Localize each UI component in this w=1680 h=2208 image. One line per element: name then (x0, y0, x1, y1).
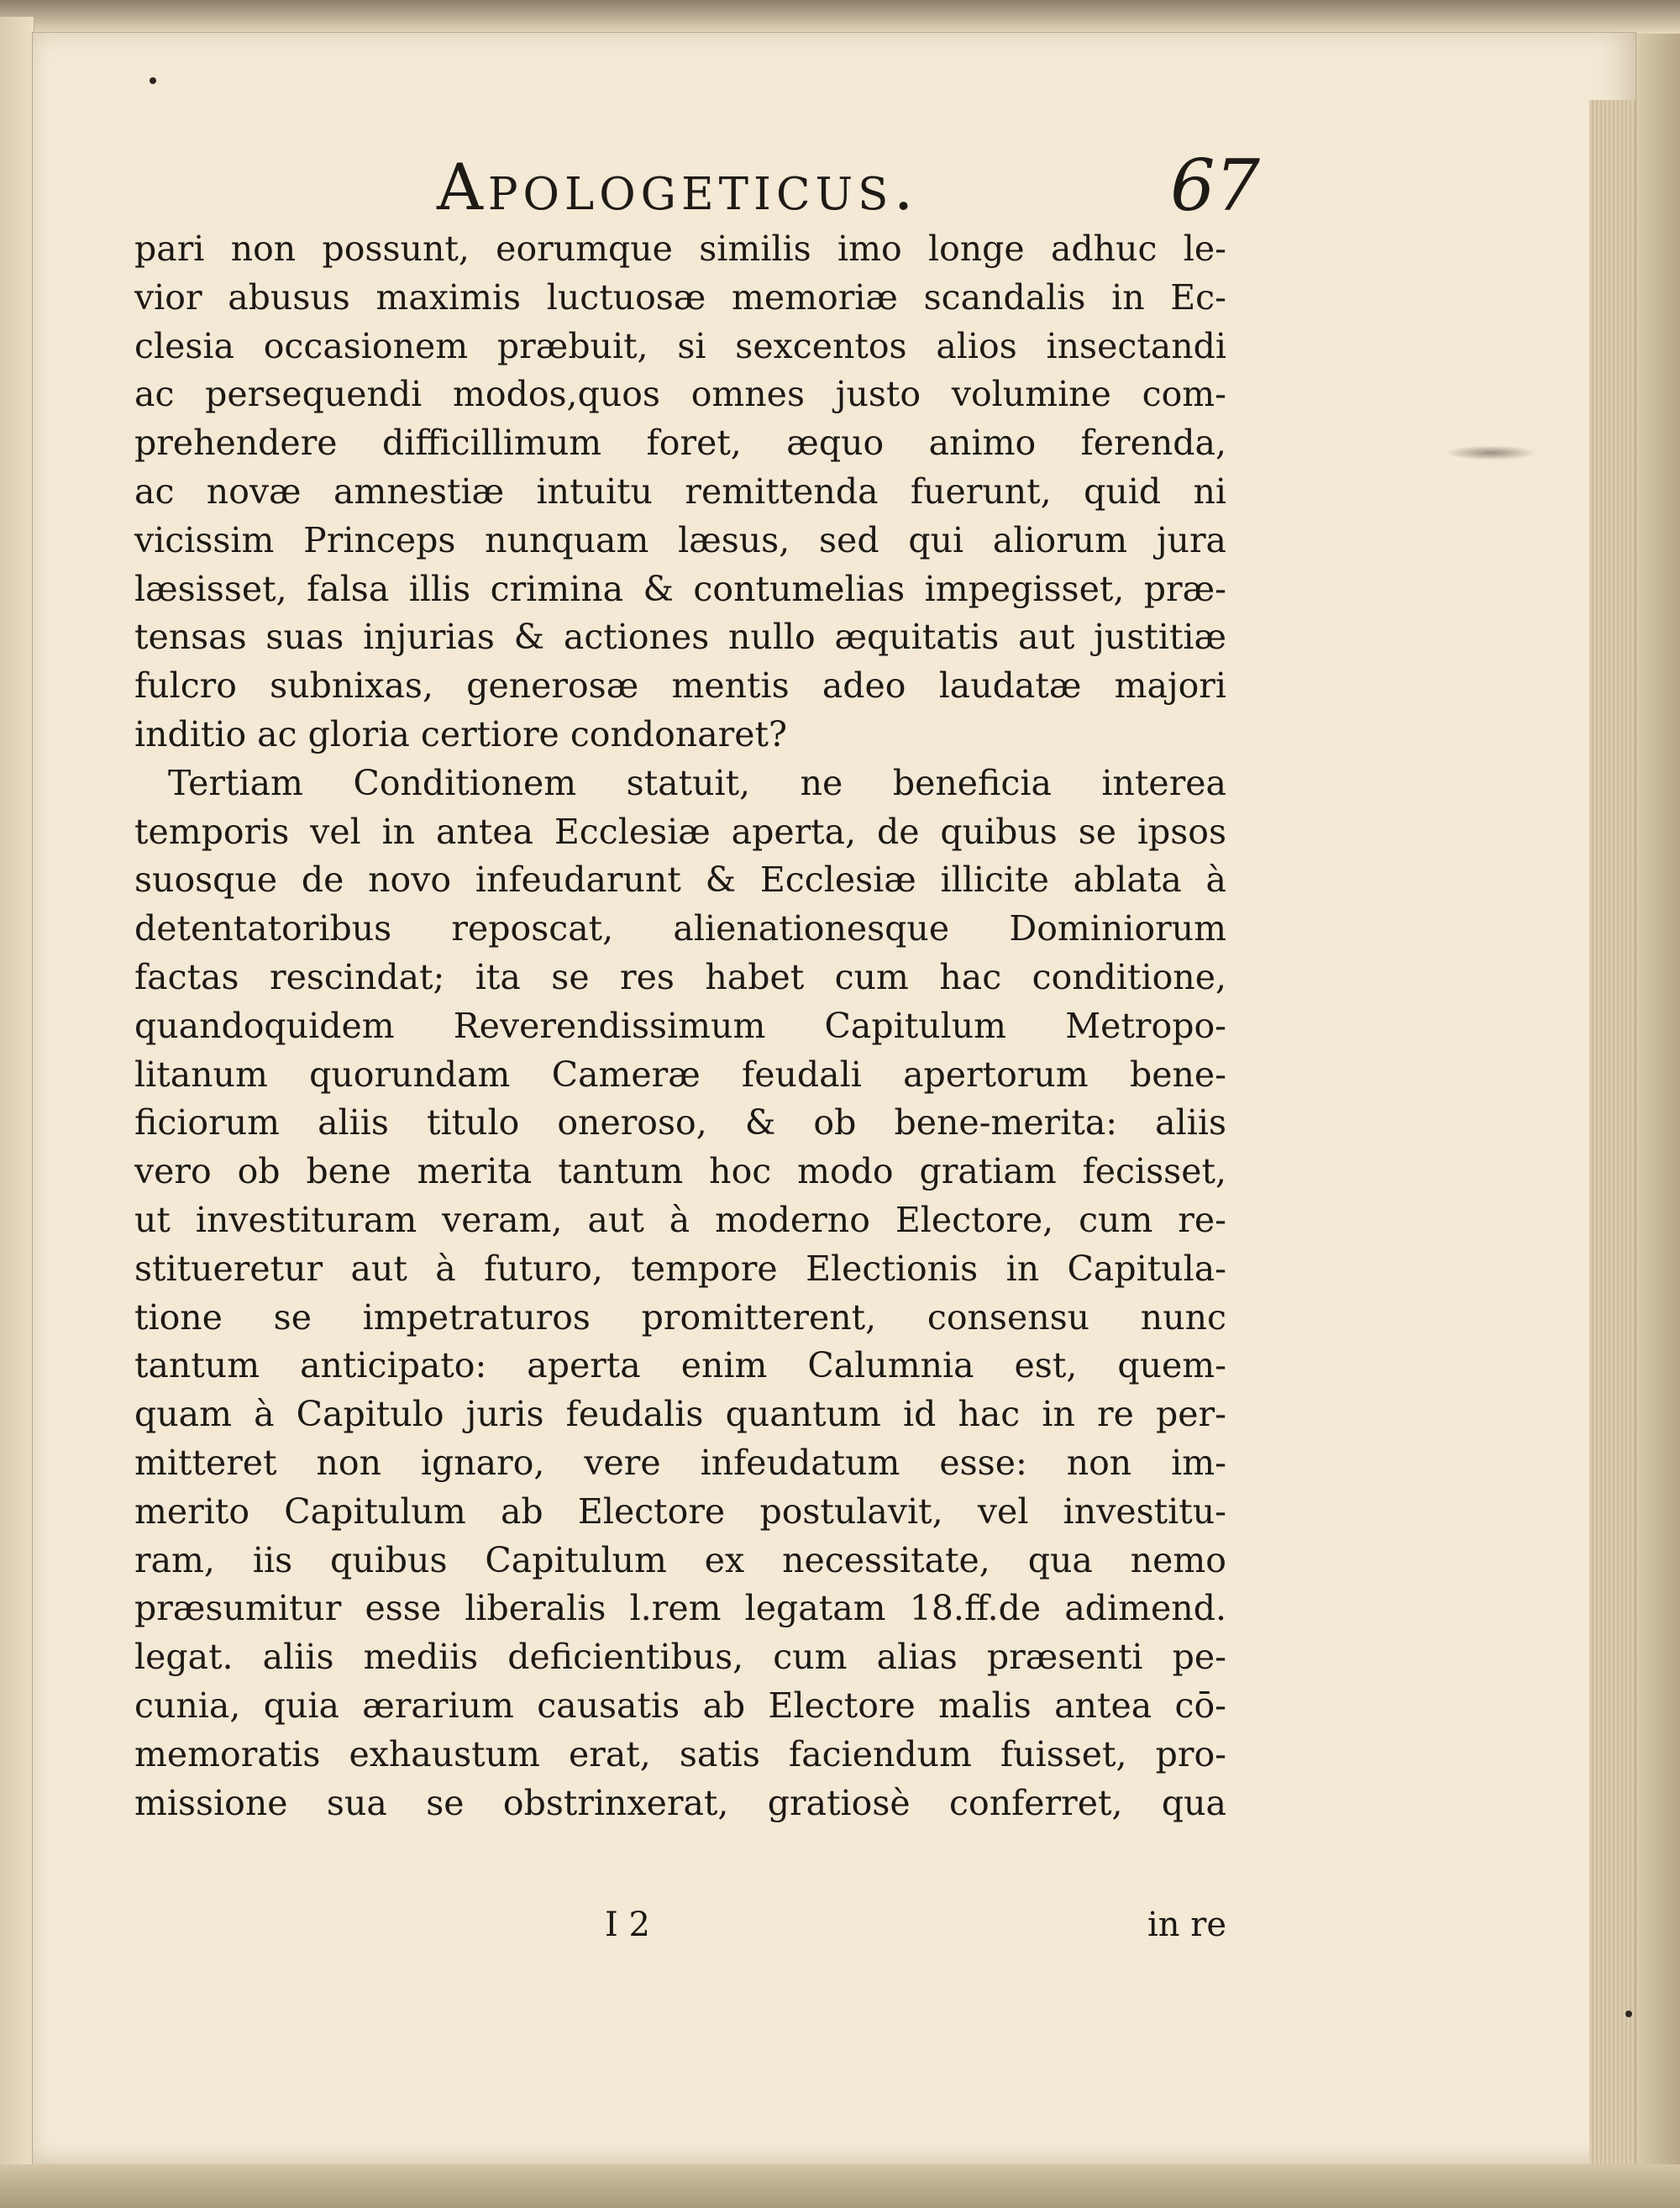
text-line: clesia occasionem præbuit, si sexcentos alios insectandi (134, 325, 1226, 366)
specks (1625, 2011, 1632, 2017)
book-top-edge (0, 0, 1680, 34)
page-footer (134, 1906, 1226, 1956)
text-line: Tertiam Conditionem statuit, ne beneficia interea (168, 762, 1226, 803)
text-line: vicissim Princeps nunquam læsus, sed qui aliorum jura (134, 519, 1226, 560)
text-line: inditio ac gloria certiore condonaret? (134, 713, 787, 754)
text-line: factas rescindat; ita se res habet cum hac conditione, (134, 956, 1226, 997)
facing-page-edge (0, 17, 34, 2168)
body-text (134, 225, 1226, 1827)
text-line: stitueretur aut à futuro, tempore Electionis in Capitula- (134, 1248, 1226, 1289)
book-bottom-edge (0, 2164, 1680, 2208)
text-line: ac persequendi modos,quos omnes justo volumine com- (134, 374, 1226, 415)
text-line: detentatoribus reposcat, alienationesque Dominiorum (134, 908, 1226, 949)
text-line: tione se impetraturos promitterent, consensu nunc (134, 1296, 1226, 1338)
text-line: temporis vel in antea Ecclesiæ aperta, de quibus se ipsos (134, 811, 1226, 852)
ink-smudge (1445, 445, 1537, 460)
text-line: præsumitur esse liberalis l.rem legatam 18.ff.de adimend. (134, 1588, 1226, 1629)
specks (150, 77, 156, 84)
text-line: ficiorum aliis titulo oneroso, & ob bene-merita: aliis (134, 1102, 1226, 1143)
text-line: tensas suas injurias & actiones nullo æquitatis aut justitiæ (134, 617, 1226, 658)
running-title: Apologeticus. (437, 150, 919, 224)
text-line: ac novæ amnestiæ intuitu remittenda fuerunt, quid ni (134, 471, 1226, 512)
page-header (437, 145, 1260, 227)
text-line: legat. aliis mediis deficientibus, cum alias præsenti pe- (134, 1637, 1226, 1678)
text-line: læsisset, falsa illis crimina & contumelias impegisset, præ- (134, 568, 1226, 609)
text-line: quandoquidem Reverendissimum Capitulum Metropo- (134, 1005, 1226, 1046)
page-number: 67 (1170, 145, 1260, 227)
text-line: pari non possunt, eorumque similis imo longe adhuc le- (134, 229, 1226, 269)
text-line: ut investituram veram, aut à moderno Electore, cum re- (134, 1199, 1226, 1240)
text-line: mitteret non ignaro, vere infeudatum esse: non im- (134, 1442, 1226, 1483)
text-line: ram, iis quibus Capitulum ex necessitate, qua nemo (134, 1539, 1226, 1580)
text-line: litanum quorundam Cameræ feudali apertorum bene- (134, 1054, 1226, 1095)
text-line: merito Capitulum ab Electore postulavit, vel investitu- (134, 1490, 1226, 1532)
text-line: vior abusus maximis luctuosæ memoriæ scandalis in Ec- (134, 276, 1226, 318)
text-line: tantum anticipato: aperta enim Calumnia est, quem- (134, 1345, 1226, 1386)
text-line: suosque de novo infeudarunt & Ecclesiæ illicite ablata à (134, 860, 1226, 901)
catchword: in re (1147, 1906, 1226, 1944)
text-line: memoratis exhaustum erat, satis faciendum fuisset, pro- (134, 1733, 1226, 1774)
text-line: vero ob bene merita tantum hoc modo gratiam fecisset, (134, 1151, 1226, 1192)
text-line: cunia, quia ærarium causatis ab Electore malis antea cō- (134, 1685, 1226, 1726)
text-line: fulcro subnixas, generosæ mentis adeo laudatæ majori (134, 665, 1226, 707)
text-line: prehendere difficillimum foret, æquo animo ferenda, (134, 423, 1226, 464)
text-line: quam à Capitulo juris feudalis quantum id hac in re per- (134, 1394, 1226, 1435)
signature-mark: I 2 (605, 1906, 650, 1944)
page-stack-edges (1589, 100, 1635, 2200)
text-line: missione sua se obstrinxerat, gratiosè conferret, qua (134, 1782, 1226, 1823)
